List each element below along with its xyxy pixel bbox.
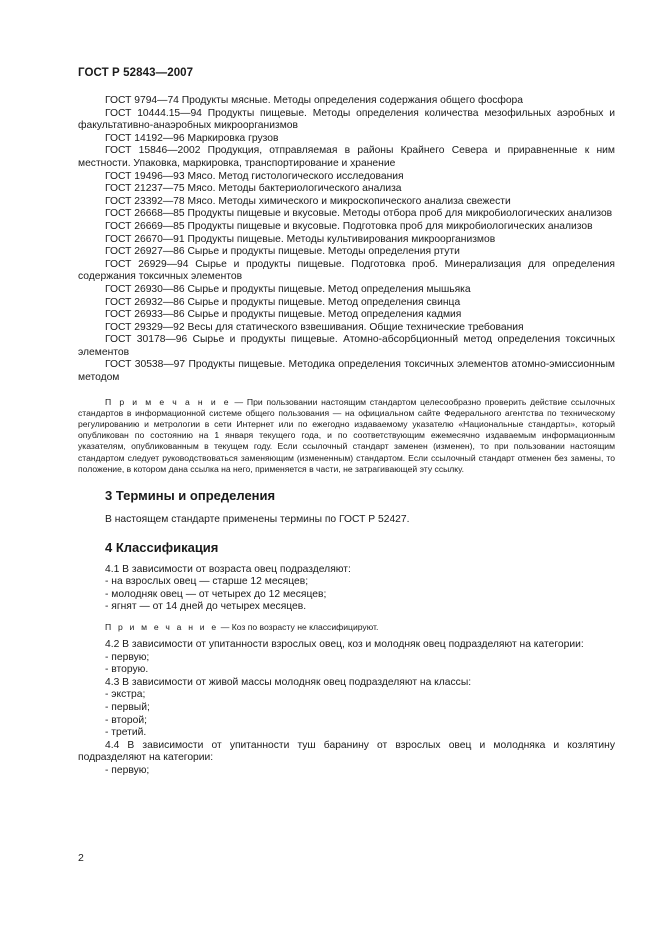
reference-item: ГОСТ 10444.15—94 Продукты пищевые. Методы определения количества мезофильных аэробных и факультативно-анаэробных микроорганизмов — [78, 107, 615, 132]
note-text: — Коз по возрасту не классифицируют. — [218, 622, 379, 633]
normative-references-list — [78, 95, 615, 385]
reference-item: ГОСТ 30538—97 Продукты пищевые. Методика определения токсичных элементов атомно-эмиссионным методом — [78, 359, 615, 384]
note-label: П р и м е ч а н и е — [105, 396, 231, 407]
list-item: - на взрослых овец — старше 12 месяцев; — [105, 576, 309, 588]
note-text: — При пользовании настоящим стандартом целесообразно проверить действие ссылочных стандартов в информационной системе общего пользования — на официальном сайте Федерального агентства по техническому регулированию и метрологии в сети Интернет или по ежегодно издаваемому указателю «Национальные стандарты», который опубликован по состоянию на 1 января текущего года, и по соответствующим ежемесячно издаваемым информационным указателям, опубликованным в текущем году. Если ссылочный стандарт заменен (изменен), то при пользовании настоящим стандартом следует руководствоваться заменяющим (измененным) стандартом. Если ссылочный стандарт отменен без замены, то положение, в котором дана ссылка на него, применяется в части, не затрагивающей эту ссылку. — [78, 396, 615, 474]
reference-item: ГОСТ 26932—86 Сырье и продукты пищевые. Метод определения свинца — [105, 296, 461, 308]
list-item: - первый; — [105, 702, 150, 714]
reference-item: ГОСТ 30178—96 Сырье и продукты пищевые. Атомно-абсорбционный метод определения токсичных элементов — [78, 334, 615, 358]
document-body — [78, 95, 615, 778]
clause-4-1: 4.1 В зависимости от возраста овец подразделяют: — [105, 563, 351, 575]
reference-item: ГОСТ 26668—85 Продукты пищевые и вкусовые. Методы отбора проб для микробиологических анализов — [105, 208, 613, 220]
reference-item: ГОСТ 15846—2002 Продукция, отправляемая в районы Крайнего Севера и приравненные к ним местности. Упаковка, маркировка, транспортирование и хранение — [78, 145, 615, 169]
reference-item: ГОСТ 29329—92 Весы для статического взвешивания. Общие технические требования — [105, 321, 524, 333]
reference-item: ГОСТ 26669—85 Продукты пищевые и вкусовые. Подготовка проб для микробиологических анализов — [105, 220, 593, 232]
list-item: - экстра; — [105, 689, 146, 701]
clause-4-3: 4.3 В зависимости от живой массы молодняк овец подразделяют на классы: — [105, 676, 472, 688]
reference-item: ГОСТ 9794—74 Продукты мясные. Методы определения содержания общего фосфора — [105, 95, 524, 106]
page-header-title: ГОСТ Р 52843—2007 — [78, 67, 194, 79]
list-item: - ягнят — от 14 дней до четырех месяцев. — [105, 601, 307, 613]
section-3-text: В настоящем стандарте применены термины по ГОСТ Р 52427. — [105, 514, 410, 526]
clause-4-2: 4.2 В зависимости от упитанности взрослых овец, коз и молодняк овец подразделяют на категории: — [105, 639, 584, 651]
section-4-heading: 4 Классификация — [105, 539, 219, 555]
reference-item: ГОСТ 21237—75 Мясо. Методы бактериологического анализа — [105, 183, 402, 195]
list-item: - молодняк овец — от четырех до 12 месяцев; — [105, 588, 327, 600]
classification-note — [78, 622, 615, 633]
reference-item: ГОСТ 26930—86 Сырье и продукты пищевые. Метод определения мышьяка — [105, 283, 471, 295]
list-item: - первую; — [105, 651, 150, 663]
note-label: П р и м е ч а н и е — [105, 622, 219, 633]
reference-item: ГОСТ 19496—93 Мясо. Метод гистологического исследования — [105, 170, 404, 182]
list-item: - третий. — [105, 727, 147, 739]
reference-item: ГОСТ 14192—96 Маркировка грузов — [105, 132, 279, 144]
list-item: - вторую. — [105, 664, 149, 676]
page-number: 2 — [78, 852, 84, 864]
references-note — [78, 397, 615, 475]
reference-item: ГОСТ 26927—86 Сырье и продукты пищевые. Методы определения ртути — [105, 246, 460, 258]
reference-item: ГОСТ 26929—94 Сырье и продукты пищевые. Подготовка проб. Минерализация для определения содержания токсичных элементов — [78, 258, 615, 283]
reference-item: ГОСТ 23392—78 Мясо. Методы химического и микроскопического анализа свежести — [105, 195, 511, 207]
clause-4-4: 4.4 В зависимости от упитанности туш баранину от взрослых овец и молодняка и козлятину подразделяют на категории: — [78, 739, 615, 764]
list-item: - второй; — [105, 714, 147, 726]
reference-item: ГОСТ 26933—86 Сырье и продукты пищевые. Метод определения кадмия — [105, 309, 462, 321]
section-3-heading: 3 Термины и определения — [105, 488, 276, 504]
list-item: - первую; — [105, 764, 150, 776]
reference-item: ГОСТ 26670—91 Продукты пищевые. Методы культивирования микроорганизмов — [105, 233, 496, 245]
